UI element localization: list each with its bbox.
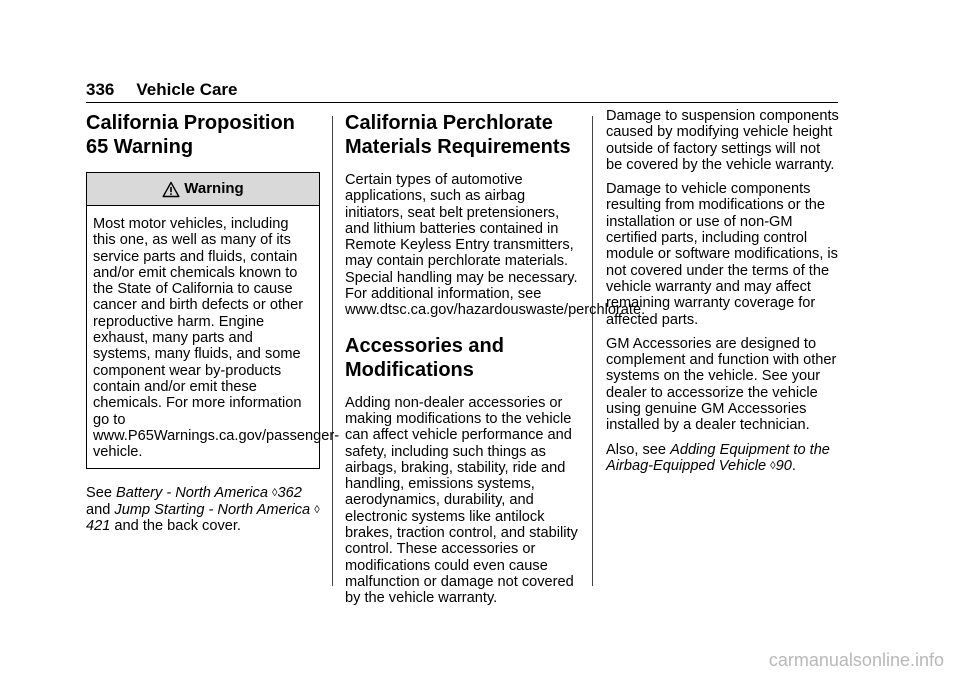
accessories-heading: Accessories and Modifications xyxy=(345,334,504,381)
perchlorate-heading: California Perchlorate Materials Requirements xyxy=(345,112,571,158)
suspension-paragraph: Damage to suspension components caused by modifying vehicle height outside of factory settings will not be covered by the vehicle warranty. xyxy=(606,108,839,173)
components-paragraph: Damage to vehicle components resulting from modifications or the installation or use of non-GM certified parts, including control module or software modifications, is not covered under the terms of the vehicle warranty and may affect remaining warranty coverage for affected parts. xyxy=(606,181,838,328)
warning-header xyxy=(87,173,319,206)
also-see-paragraph xyxy=(606,442,840,475)
column-divider xyxy=(592,116,593,586)
see-also-paragraph xyxy=(86,485,320,534)
prop65-heading: California Proposition 65 Warning xyxy=(86,112,295,158)
warning-body xyxy=(87,206,340,468)
warning-text: Most motor vehicles, including this one, as well as many of its service parts and fluids, contain and/or emit chemicals known to the State of California to cause cancer and birth defects or other reproductive harm. Engine exhaust, many parts and systems, many fluids, and some component wear by-products contain and/or emit these chemicals. For more information go to www.P65Warnings.ca.gov/passenger-vehicle. xyxy=(93,216,340,461)
header-rule xyxy=(86,102,838,103)
see-text: See xyxy=(86,485,112,502)
ref-airbag-equipment-page[interactable]: 90 xyxy=(775,457,792,474)
column-3 xyxy=(606,108,840,482)
ref-jump-starting-link[interactable]: Jump Starting - North America xyxy=(114,501,311,518)
tail-text: and the back cover. xyxy=(114,518,241,535)
also-see-text: Also, see xyxy=(606,441,667,458)
page-header xyxy=(86,80,838,102)
page-number: 336 xyxy=(86,80,115,99)
period: . xyxy=(791,457,796,474)
ref-battery-link[interactable]: Battery - North America xyxy=(116,485,268,502)
warning-box xyxy=(86,172,340,469)
warning-icon xyxy=(162,181,180,198)
watermark: carmanualsonline.info xyxy=(768,650,944,670)
column-divider xyxy=(332,116,333,586)
accessories-paragraph: Adding non-dealer accessories or making modifications to the vehicle can affect vehicle performance and safety, including such things as airbags, braking, stability, ride and handling, emissions systems, aerodynamics, durability, and electronic systems like antilock brakes, traction control, and stability control. These accessories or modifications could even cause malfunction or damage not covered by the vehicle warranty. xyxy=(345,394,578,607)
page-ref-icon: ◊ xyxy=(272,487,278,500)
gm-accessories-paragraph: GM Accessories are designed to complement and function with other systems on the vehicle. See your dealer to accessorize the vehicle using genuine GM Accessories installed by a dealer technician. xyxy=(606,335,837,434)
page-ref-icon: ◊ xyxy=(314,503,320,516)
page-ref-icon: ◊ xyxy=(770,459,776,472)
column-1 xyxy=(86,108,340,542)
section-title: Vehicle Care xyxy=(136,80,238,99)
perchlorate-paragraph: Certain types of automotive applications, such as airbag initiators, seat belt pretensioners, and lithium batteries contained in Remote Keyless Entry transmitters, may contain perchlorate materials. Special handling may be necessary. For additional information, see www.dtsc.ca.gov/hazardouswaste/perchlorate. xyxy=(345,172,646,319)
and-text: and xyxy=(86,501,111,518)
ref-airbag-equipment-link[interactable]: Adding Equipment to the Airbag-Equipped Vehicle xyxy=(606,441,830,474)
ref-jump-starting-page[interactable]: 421 xyxy=(86,518,111,535)
ref-battery-page[interactable]: 362 xyxy=(277,485,302,502)
warning-title: Warning xyxy=(184,179,244,197)
